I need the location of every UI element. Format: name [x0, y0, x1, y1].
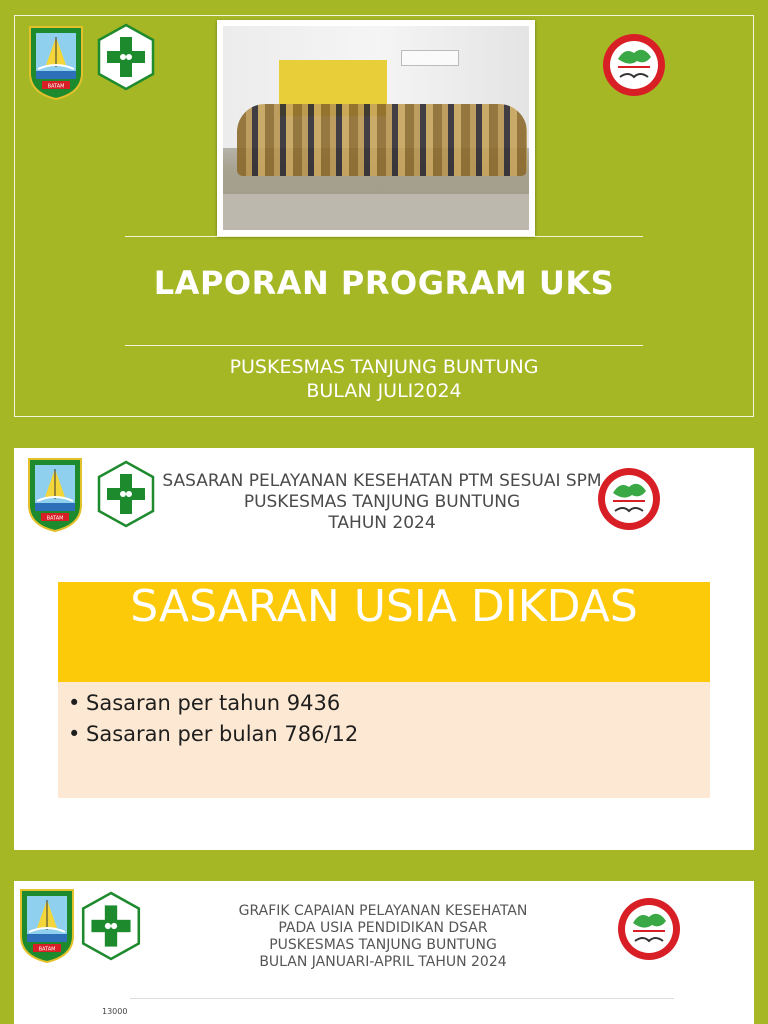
chart-title-line-4: BULAN JANUARI-APRIL TAHUN 2024 [259, 954, 507, 970]
health-cross-icon [96, 23, 156, 91]
divider-top [125, 236, 643, 237]
page-subtitle [15, 355, 753, 403]
target-box-body [58, 682, 710, 798]
health-partnership-logo-icon [616, 895, 682, 963]
slide-title [14, 15, 754, 417]
list-item: • Sasaran per bulan 786/12 [68, 719, 710, 750]
health-cross-icon [96, 460, 156, 528]
svg-text:BATAM: BATAM [38, 946, 56, 953]
y-axis-tick-label: 13000 [102, 1007, 128, 1016]
slide-targets [14, 448, 754, 850]
page-title: LAPORAN PROGRAM UKS [153, 264, 615, 302]
bullet-text: Sasaran per tahun 9436 [86, 691, 341, 715]
subtitle-line-2: BULAN JULI2024 [306, 380, 462, 402]
batam-emblem-icon [27, 457, 83, 533]
subtitle-line-1: PUSKESMAS TANJUNG BUNTUNG [229, 356, 539, 378]
slide-chart [14, 881, 754, 1024]
target-box-title: SASARAN USIA DIKDAS [58, 582, 710, 682]
chart-title-line-3: PUSKESMAS TANJUNG BUNTUNG [269, 937, 497, 953]
chart-gridline [130, 998, 674, 999]
chart-title [184, 903, 582, 971]
batam-emblem-icon [19, 888, 75, 964]
svg-text:BATAM: BATAM [47, 83, 65, 90]
chart-title-line-2: PADA USIA PENDIDIKAN DSAR [278, 920, 488, 936]
svg-text:BATAM: BATAM [46, 515, 64, 522]
divider-bottom [125, 345, 643, 346]
slide2-header-line-3: TAHUN 2024 [328, 513, 436, 533]
health-cross-icon [80, 891, 142, 961]
slide2-header-line-1: SASARAN PELAYANAN KESEHATAN PTM SESUAI SPM [162, 471, 602, 491]
bullet-text: Sasaran per bulan 786/12 [86, 722, 359, 746]
chart-title-line-1: GRAFIK CAPAIAN PELAYANAN KESEHATAN [238, 903, 528, 919]
health-partnership-logo-icon [601, 31, 667, 99]
group-photo [217, 20, 535, 236]
batam-emblem-icon [28, 25, 84, 101]
slide2-header-line-2: PUSKESMAS TANJUNG BUNTUNG [243, 492, 521, 512]
list-item: • Sasaran per tahun 9436 [68, 688, 710, 719]
slide2-header [132, 471, 632, 534]
health-partnership-logo-icon [596, 465, 662, 533]
